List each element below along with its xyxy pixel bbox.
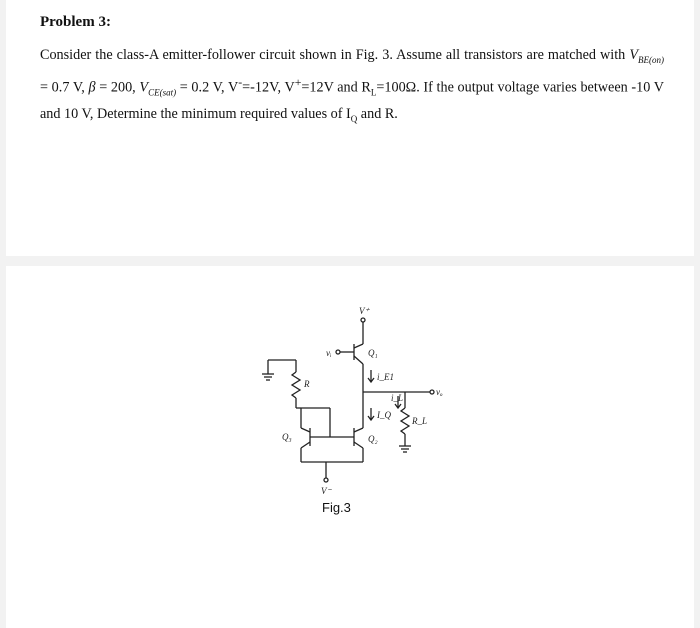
vminus-superscript: - (238, 74, 243, 89)
text-part: =-12V, V (242, 79, 295, 96)
rl-subscript: L (370, 87, 377, 98)
vplus-label: V⁺ (359, 306, 370, 316)
q2-label: Q₂ (368, 434, 378, 444)
r-label: R (304, 379, 310, 389)
text-part: =100Ω. If the output voltage varies between -10 V and 10 V, Determine the minimum required values of I (40, 79, 664, 123)
vo-label: vₒ (436, 387, 443, 397)
il-label: i_L (391, 393, 404, 403)
vminus-label: V⁻ (321, 486, 332, 496)
text-part: and R. (357, 106, 398, 123)
iq-label: I_Q (377, 410, 391, 420)
circuit-diagram (250, 300, 460, 500)
text-part: = 0.2 V, V (176, 79, 239, 96)
vce-subscript: CE(sat) (148, 87, 177, 98)
text-part: = 0.7 V, (40, 79, 89, 96)
q3-label: Q₃ (282, 432, 292, 442)
text-part: =12V and R (301, 79, 371, 96)
vbe-subscript: BE(on) (638, 54, 664, 65)
problem-statement (40, 44, 664, 130)
vi-label: vᵢ (326, 348, 332, 358)
vplus-superscript: + (294, 74, 302, 89)
iq-subscript: Q (350, 114, 358, 125)
text-part: Consider the class-A emitter-follower circuit shown in Fig. 3. Assume all transistors are matched with (40, 47, 630, 63)
vbe-symbol: V (629, 47, 638, 63)
ie1-label: i_E1 (377, 372, 394, 382)
rl-label: R_L (412, 416, 428, 426)
problem-title: Problem 3: (40, 14, 111, 30)
beta-symbol: β (88, 79, 96, 96)
figure-caption: Fig.3 (322, 500, 351, 515)
text-part: = 200, (95, 79, 140, 96)
vce-symbol: V (139, 79, 149, 96)
q1-label: Q₁ (368, 348, 378, 358)
